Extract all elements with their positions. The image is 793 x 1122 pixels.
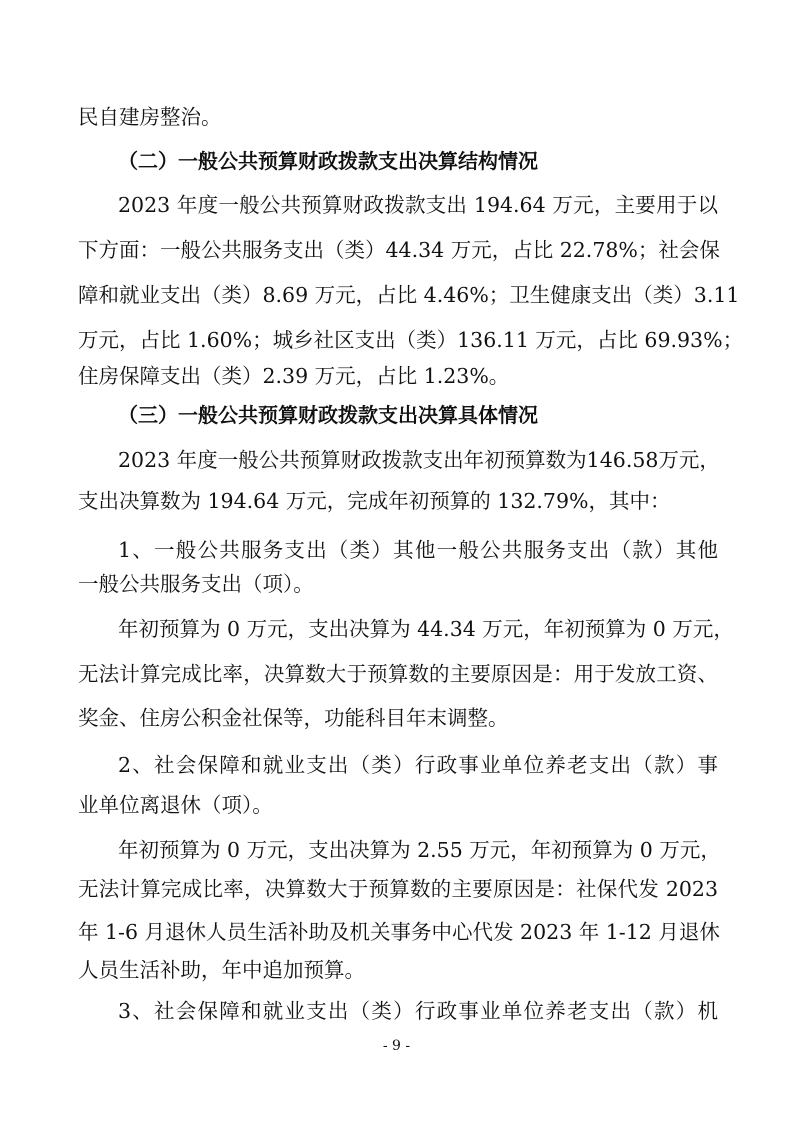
page-number: - 9 - [382, 1038, 411, 1054]
text-line-7: 住房保障支出（类）2.39 万元，占比 1.23%。 [78, 364, 510, 388]
text-line-11: 1、一般公共服务支出（类）其他一般公共服务支出（款）其他 [118, 538, 718, 562]
text-line-6: 万元，占比 1.60%；城乡社区支出（类）136.11 万元，占比 69.93%； [78, 328, 744, 352]
text-line-15: 奖金、住房公积金社保等，功能科目年末调整。 [78, 706, 509, 730]
text-line-21: 人员生活补助，年中追加预算。 [78, 958, 365, 982]
text-line-16: 2、社会保障和就业支出（类）行政事业单位养老支出（款）事 [118, 753, 718, 777]
text-line-18: 年初预算为 0 万元，支出决算为 2.55 万元，年初预算为 0 万元， [118, 838, 721, 862]
text-line-3: 2023 年度一般公共预算财政拨款支出 194.64 万元，主要用于以 [118, 193, 718, 217]
section-heading-3: （三）一般公共预算财政拨款支出决算具体情况 [118, 403, 538, 427]
text-line-17: 业单位离退休（项）。 [78, 793, 273, 817]
text-line-9: 2023 年度一般公共预算财政拨款支出年初预算数为146.58万元， [118, 448, 720, 472]
text-line-12: 一般公共服务支出（项）。 [78, 572, 314, 596]
text-line-14: 无法计算完成比率，决算数大于预算数的主要原因是：用于发放工资、 [78, 662, 718, 686]
text-line-22: 3、社会保障和就业支出（类）行政事业单位养老支出（款）机 [118, 999, 718, 1023]
text-line-5: 障和就业支出（类）8.69 万元，占比 4.46%；卫生健康支出（类）3.11 [78, 283, 740, 307]
text-line-1: 民自建房整治。 [78, 105, 222, 129]
text-line-20: 年 1-6 月退休人员生活补助及机关事务中心代发 2023 年 1-12 月退休 [78, 920, 720, 944]
text-line-13: 年初预算为 0 万元，支出决算为 44.34 万元，年初预算为 0 万元， [118, 617, 734, 641]
section-heading-2: （二）一般公共预算财政拨款支出决算结构情况 [118, 149, 538, 173]
text-line-19: 无法计算完成比率，决算数大于预算数的主要原因是：社保代发 2023 [78, 877, 718, 901]
text-line-4: 下方面：一般公共服务支出（类）44.34 万元，占比 22.78%；社会保 [78, 238, 720, 262]
text-line-10: 支出决算数为 194.64 万元，完成年初预算的 132.79%，其中： [78, 489, 671, 513]
